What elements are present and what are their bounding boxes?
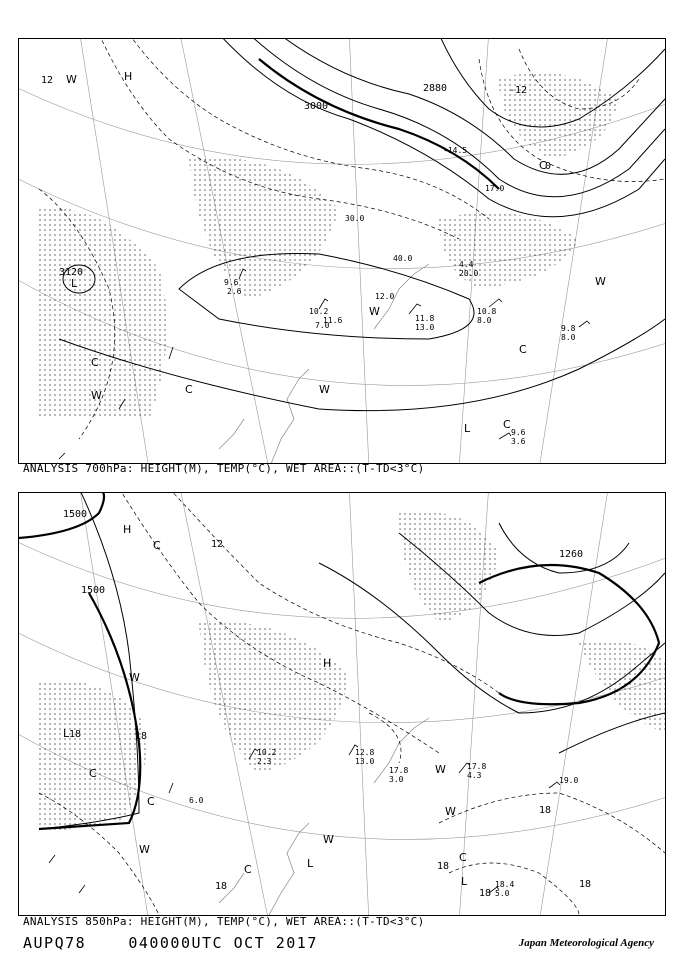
isotherm-label: 12 — [41, 75, 54, 86]
warm-symbol: W — [369, 305, 380, 318]
caption-700hpa: ANALYSIS 700hPa: HEIGHT(M), TEMP(°C), WET AREA::(T-TD<3°C) — [23, 462, 425, 475]
station-dewpoint: 2.6 — [227, 287, 242, 296]
station-dewpoint: 2.3 — [257, 757, 272, 766]
warm-symbol: W — [66, 73, 77, 86]
cold-symbol: C — [91, 356, 99, 369]
high-symbol: H — [323, 657, 332, 670]
station-dewpoint: 13.0 — [415, 323, 435, 332]
station-temp: 12.0 — [375, 292, 395, 301]
chart-850hpa — [18, 492, 666, 916]
low-symbol: L — [63, 727, 70, 740]
station-temp: 19.0 — [559, 776, 579, 785]
station-temp: 12.8 — [355, 748, 375, 757]
cold-symbol: C — [147, 795, 155, 808]
station-dewpoint: 3.6 — [511, 437, 526, 446]
station-temp: 17.0 — [485, 184, 505, 193]
isotherm-label: 18 — [69, 729, 82, 740]
cold-symbol: C — [459, 851, 467, 864]
station-temp: 9.6 — [511, 428, 526, 437]
thick-contour-3000 — [259, 59, 499, 189]
station-temp: 11.8 — [415, 314, 435, 323]
contour-label-1500: 1500 — [81, 585, 106, 596]
isotherm-label: 18 — [539, 805, 552, 816]
cold-symbol: C — [244, 863, 252, 876]
cold-symbol: C — [153, 539, 161, 552]
station-temp: 40.0 — [393, 254, 413, 263]
station-dewpoint: 8.0 — [561, 333, 576, 342]
cold-symbol: C — [539, 159, 547, 172]
agency-name: Japan Meteorological Agency — [518, 937, 654, 949]
warm-symbol: W — [319, 383, 330, 396]
warm-symbol: W — [323, 833, 334, 846]
contour-label-3120: 3120 — [59, 267, 84, 278]
cold-symbol: C — [519, 343, 527, 356]
map-850hpa — [19, 493, 665, 915]
isotherm-label: 18 — [579, 879, 592, 890]
product-id: AUPQ78 — [23, 934, 87, 952]
station-temp: 10.8 — [477, 307, 497, 316]
isotherm-label: 18 — [215, 881, 228, 892]
valid-time: 040000UTC OCT 2017 — [128, 934, 318, 952]
wet-area-700 — [39, 72, 619, 419]
station-dewpoint: 13.0 — [355, 757, 375, 766]
station-dewpoint: 4.3 — [467, 771, 482, 780]
map-700hpa — [19, 39, 665, 463]
product-code — [23, 934, 318, 952]
contour-label-1260: 1260 — [559, 549, 584, 560]
station-dewpoint: 5.0 — [495, 889, 510, 898]
low-symbol: L — [461, 875, 468, 888]
isotherm-label: 0 — [545, 161, 552, 172]
isotherm-label: 18 — [479, 888, 492, 899]
high-symbol: H — [124, 70, 133, 83]
warm-symbol: W — [129, 671, 140, 684]
warm-symbol: W — [139, 843, 150, 856]
station-temp: 9.6 — [224, 278, 239, 287]
isotherm-label: 18 — [437, 861, 450, 872]
station-temp: 11.6 — [323, 316, 343, 325]
station-temp: 17.8 — [467, 762, 487, 771]
station-temp: 30.0 — [345, 214, 365, 223]
station-temp: 18.4 — [495, 880, 515, 889]
contour-label-2880: 2880 — [423, 83, 448, 94]
cold-symbol: C — [503, 418, 511, 431]
warm-symbol: W — [91, 389, 102, 402]
cold-symbol: C — [185, 383, 193, 396]
low-symbol: L — [307, 857, 314, 870]
high-symbol: H — [123, 523, 132, 536]
caption-850hpa: ANALYSIS 850hPa: HEIGHT(M), TEMP(°C), WET AREA::(T-TD<3°C) — [23, 915, 425, 928]
station-temp: 10.2 — [257, 748, 277, 757]
station-temp: 9.8 — [561, 324, 576, 333]
isotherm-label: -12 — [509, 85, 528, 96]
isotherm-label: 12 — [211, 539, 224, 550]
warm-symbol: W — [435, 763, 446, 776]
station-dewpoint: 20.0 — [459, 269, 479, 278]
station-dewpoint: 3.0 — [389, 775, 404, 784]
warm-symbol: W — [595, 275, 606, 288]
contour-label-1500: 1500 — [63, 509, 88, 520]
isotherm-label: 18 — [135, 731, 148, 742]
low-symbol: L — [464, 422, 471, 435]
cold-symbol: C — [89, 767, 97, 780]
station-dewpoint: 8.0 — [477, 316, 492, 325]
station-dewpoint: 6.0 — [189, 796, 204, 805]
low-symbol: L — [71, 277, 78, 290]
chart-700hpa — [18, 38, 666, 464]
station-temp: 10.2 — [309, 307, 329, 316]
contour-label-3000: 3000 — [304, 101, 329, 112]
station-temp: -14.5 — [443, 146, 468, 155]
station-temp: 17.8 — [389, 766, 409, 775]
station-temp: 4.4 — [459, 260, 474, 269]
station-dewpoint: 7.0 — [315, 321, 330, 330]
warm-symbol: W — [445, 805, 456, 818]
